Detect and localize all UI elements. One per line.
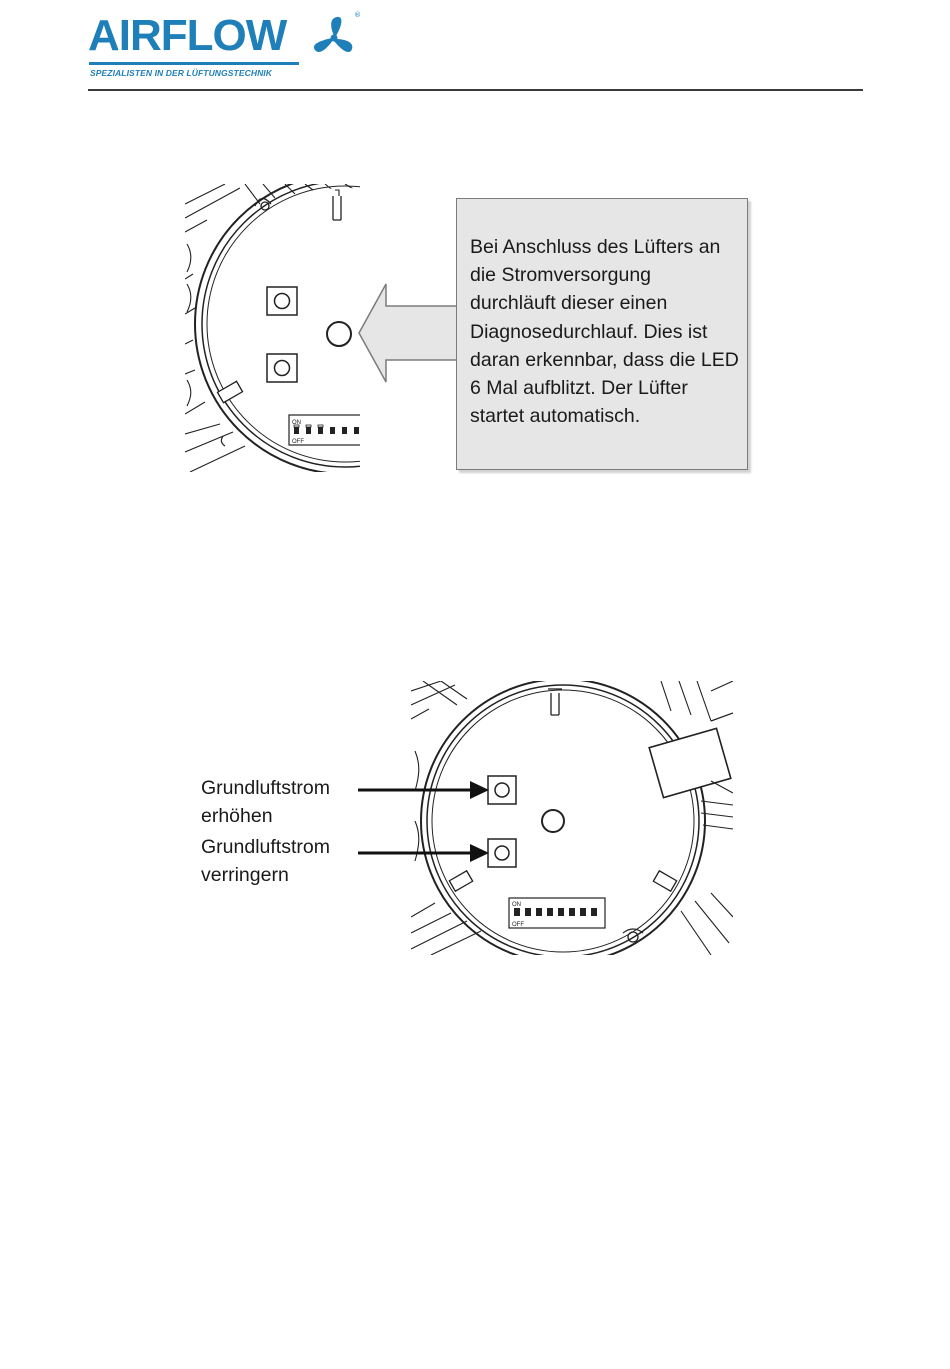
logo-underline [89, 62, 299, 65]
dip-on-label: ON [292, 420, 301, 426]
airflow-logo [88, 11, 388, 78]
registered-mark: ® [354, 11, 361, 19]
diagnosis-callout [456, 198, 748, 470]
increase-airflow-label: Grundluftstrom erhöhen [201, 777, 330, 827]
dip-on-label: ON [512, 902, 521, 908]
header-divider [88, 89, 863, 91]
dip-off-label: OFF [292, 439, 304, 445]
callout-text: Bei Anschluss des Lüfters an die Stromversorgung durchläuft dieser einen Diagnosedurchlauf. Dies ist daran erkennbar, dass die LED 6 Mal aufblitzt. Der Lüfter startet automatisch. [470, 236, 739, 428]
logo-tagline: SPEZIALISTEN IN DER LÜFTUNGSTECHNIK [90, 68, 273, 78]
decrease-airflow-label: Grundluftstrom verringern [201, 836, 330, 886]
logo-wordmark: AIRFLOW [88, 11, 287, 60]
fan-logo-icon [310, 14, 358, 62]
arrow-right-icon [358, 780, 490, 800]
arrow-right-icon [358, 843, 490, 863]
controller-diagram-1 [185, 184, 360, 472]
controller-diagram-2 [411, 681, 733, 955]
callout-arrow-icon [358, 284, 468, 382]
dip-off-label: OFF [512, 922, 524, 928]
